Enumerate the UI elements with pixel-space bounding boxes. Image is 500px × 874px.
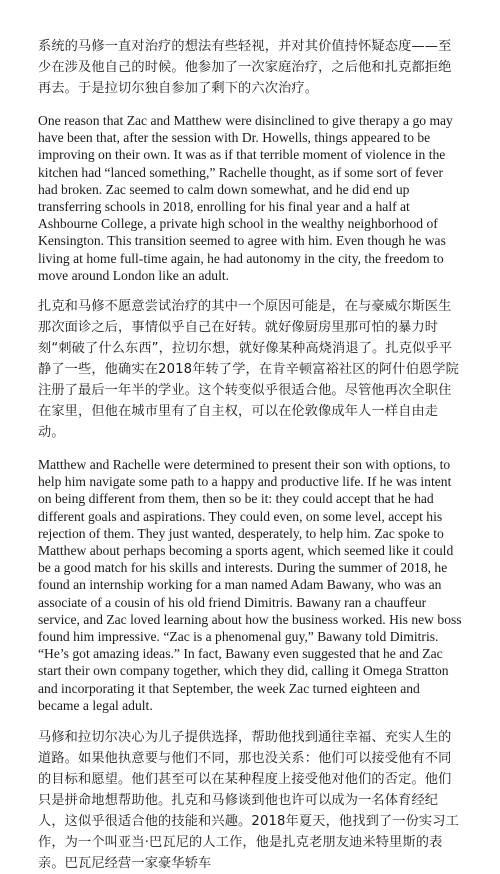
paragraph-chinese-2: 扎克和马修不愿意尝试治疗的其中一个原因可能是，在与豪威尔斯医生那次面诊之后，事情似乎自己在好转。就好像厨房里那可怕的暴力时刻“刺破了什么东西”，拉切尔想，就好像某种高烧消退了。扎克似乎平静了一些，他确实在2018年转了学，在肯辛顿富裕社区的阿什伯恩学院注册了最后一年半的学业。这个转变似乎很适合他。尽管他再次全职住在家里，但他在城市里有了自主权，可以在伦敦像成年人一样自由走动。 — [38, 299, 459, 441]
paragraph-chinese-3: 马修和拉切尔决心为儿子提供选择，帮助他找到通往幸福、充实人生的道路。如果他执意要与他们不同，那也没关系：他们可以接受他有不同的目标和愿望。他们甚至可以在某种程度上接受他对他们的否定。他们只是拼命地想帮助他。扎克和马修谈到他也许可以成为一名体育经纪人，这似乎很适合他的技能和兴趣。2018年夏天，他找到了一份实习工作，为一个叫亚当·巴瓦尼的人工作，他是扎克老朋友迪米特里斯的表亲。巴瓦尼经营一家豪华轿车 — [38, 730, 459, 872]
paragraph-english-1: One reason that Zac and Matthew were disinclined to give therapy a go may have been that, after the session with Dr. Howells, things appeared to be improving on their own. It was as if that terrible moment of violence in the kitchen had “lanced something,” Rachelle thought, as if some sort of fever had broken. Zac seemed to calm down somewhat, and he did end up transferring schools in 2018, enrolling for his final year and a half at Ashbourne College, a private high school in the wealthy neighborhood of Kensington. This transition seemed to agree with him. Even though he was living at home full-time again, he had autonomy in the city, the freedom to move around London like an adult. — [38, 113, 453, 283]
paragraph-english-2: Matthew and Rachelle were determined to present their son with options, to help him navigate some path to a happy and productive life. If he was intent on being different from them, then so be it: they could accept that he had different goals and aspirations. They could even, on some level, accept his rejection of them. They just wanted, desperately, to help him. Zac spoke to Matthew about perhaps becoming a sports agent, which seemed like it could be a good match for his skills and interests. During the summer of 2018, he found an internship working for a man named Adam Bawany, who was an associate of a cousin of his old friend Dimitris. Bawany ran a chauffeur service, and Zac loved learning about how the business worked. His new boss found him impressive. “Zac is a phenomenal guy,” Bawany told Dimitris. “He’s got amazing ideas.” In fact, Bawany even suggested that he and Zac start their own company together, which they did, calling it Omega Stratton and incorporating it that September, the week Zac turned eighteen and became a legal adult. — [38, 457, 462, 713]
paragraph-chinese-1: 系统的马修一直对治疗的想法有些轻视，并对其价值持怀疑态度——至少在涉及他自己的时候。他参加了一次家庭治疗，之后他和扎克都拒绝再去。于是拉切尔独自参加了剩下的六次治疗。 — [38, 39, 452, 96]
